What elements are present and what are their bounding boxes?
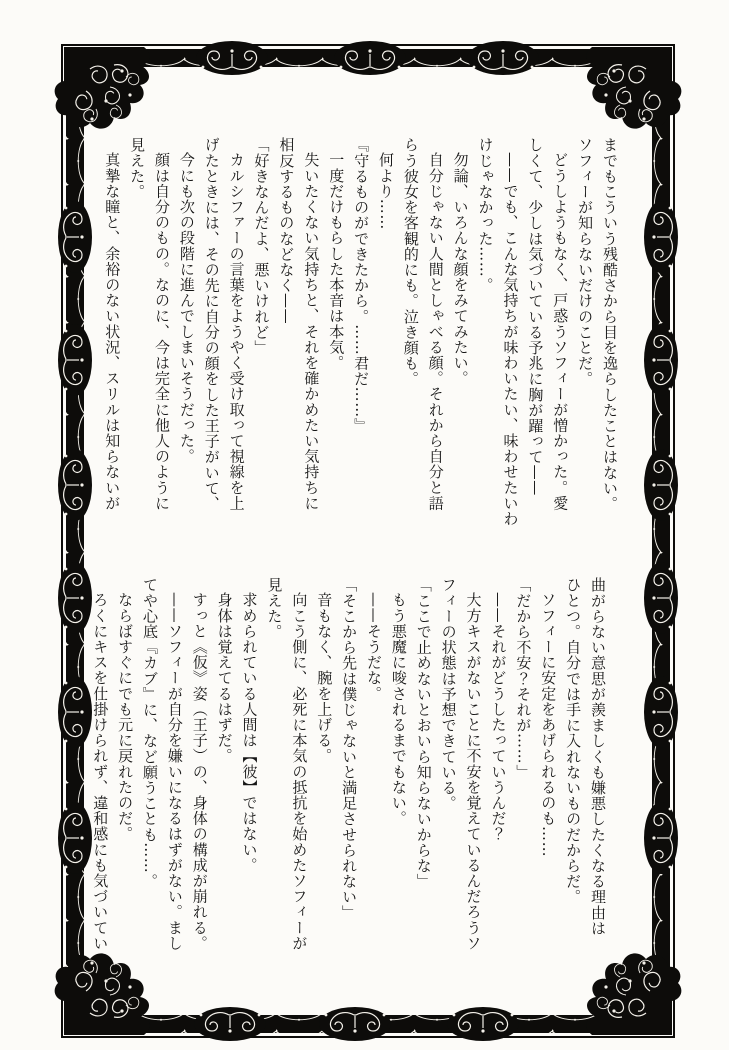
corner-floral-ornament [55, 47, 150, 129]
text-line: 「ここで止めないとおいら知らないからな」 [414, 577, 433, 889]
text-line: もう悪魔に唆されるまでもない。 [389, 592, 408, 826]
text-line: げたときには、その先に自分の顔をした王子がいて、 [202, 137, 221, 512]
text-line: フィーの状態は予想できている。 [439, 577, 458, 811]
text-line: らう彼女を客観的にも。泣き顔も。 [401, 137, 420, 387]
text-line: 求められている人間は【彼】ではない。 [240, 592, 259, 873]
text-line: 一度だけもらした本音は本気。 [327, 152, 346, 371]
text-line: 「そこから先は僕じゃないと満足させられない」 [340, 577, 359, 921]
text-line: 何より…… [376, 152, 395, 230]
text-line: 見えた。 [265, 577, 284, 640]
text-line: どうしようもなく、戸惑うソフィーが憎かった。愛 [551, 152, 570, 511]
text-line: 向こう側に、必死に本気の抵抗を始めたソフィーが [290, 592, 309, 951]
text-line: カルシファーの言葉をようやく受け取って視線を上 [227, 152, 246, 511]
text-line: 曲がらない意思が羨ましくも嫌悪したくなる理由は [589, 577, 607, 936]
text-line: までもこういう残酷さから目を逸らしたことはない。 [601, 137, 619, 512]
text-line: 勿論、いろんな顔をみてみたい。 [451, 152, 470, 386]
text-line: 失いたくない気持ちと、それを確かめたい気持ちに [302, 152, 321, 511]
text-line: けじゃなかった……。 [476, 137, 495, 293]
text-line: 自分じゃない人間としゃべる顔。それから自分と語 [426, 152, 445, 511]
text-line: てや心底『カブ』に、など願うことも……。 [140, 577, 159, 889]
text-line: すっと《仮》姿（王子）の、身体の構成が崩れる。 [190, 592, 209, 951]
text-line: 大方キスがないことに不安を覚えているんだろうソ [464, 592, 483, 951]
text-line: ひとつ。自分では手に入れないものだからだ。 [564, 577, 583, 905]
text-line: ろくにキスを仕掛けられず、違和感にも気づいてい [91, 592, 110, 951]
text-line: ——ソフィーが自分を嫌いになるはずがない。まし [165, 592, 184, 951]
corner-floral-ornament [586, 47, 681, 129]
text-line: 見えた。 [128, 137, 147, 200]
text-line: ——でも、こんな気持ちが味わいたい、味わせたいわ [501, 152, 520, 527]
text-line: 身体は覚えてるはずだ。 [215, 592, 234, 764]
text-line: ソフィーが知らないだけのことだ。 [576, 137, 595, 387]
text-line: 顔は自分のもの。なのに、今は完全に他人のように [152, 152, 171, 511]
text-line: ならばすぐにでも元に戻れたのだ。 [116, 592, 135, 842]
text-line: 相反するものなどなく—— [277, 137, 296, 325]
text-line: 「だから不安？それが……」 [514, 577, 533, 780]
text-line: ——そうだな。 [364, 592, 383, 702]
text-line: しくて、少しは気づいている予兆に胸が躍って—— [526, 137, 545, 496]
text-line: 「好きなんだよ、悪いけれど」 [252, 137, 271, 356]
text-line: 真摯な瞳と、余裕のない状況、スリルは知らないが [103, 152, 122, 511]
text-block-lower [87, 577, 610, 971]
text-line: ソフィーに安定をあげられるのも…… [539, 592, 558, 858]
text-line: 音もなく、腕を上げる。 [315, 592, 334, 764]
text-line: ——それがどうしたっていうんだ？ [489, 592, 508, 842]
text-block-upper [99, 137, 622, 531]
text-line: 今にも次の段階に進んでしまいそうだった。 [177, 152, 196, 464]
text-line: 『守るものができたから。……君だ……』 [352, 137, 371, 434]
